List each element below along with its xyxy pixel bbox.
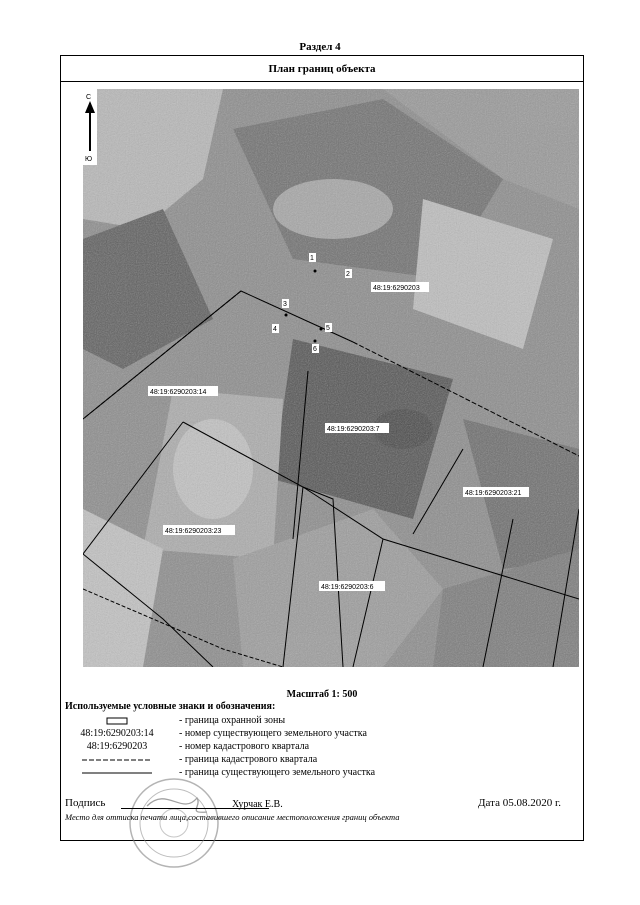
legend-desc: - граница существующего земельного участка — [179, 767, 376, 778]
legend-item-quarter-number — [61, 740, 583, 753]
parcel-label-14: 48:19:6290203:14 — [150, 389, 207, 396]
parcel-label-21: 48:19:6290203:21 — [465, 490, 522, 497]
legend-item-parcel-number — [61, 727, 583, 740]
legend-desc: - номер кадастрового квартала — [179, 741, 310, 752]
point-label-2: 2 — [346, 271, 350, 278]
signature-label: Подпись — [65, 797, 106, 809]
map-scale: Масштаб 1: 500 — [286, 689, 358, 700]
seal-stamp — [127, 776, 221, 870]
signature-date: Дата 05.08.2020 г. — [478, 797, 561, 809]
legend-title: Используемые условные знаки и обозначения: — [65, 701, 276, 712]
compass-north: С — [86, 94, 92, 101]
point-label-6: 6 — [313, 346, 317, 353]
compass-south: Ю — [85, 156, 93, 163]
legend-desc: - номер существующего земельного участка — [179, 728, 367, 739]
parcel-label-7: 48:19:6290203:7 — [327, 426, 380, 433]
section-label: Раздел 4 — [299, 41, 341, 53]
protection-zone-symbol — [61, 714, 173, 727]
parcel-label-23: 48:19:6290203:23 — [165, 528, 222, 535]
aerial-map — [83, 89, 579, 667]
point-label-4: 4 — [273, 326, 277, 333]
legend-item-quarter-boundary — [61, 753, 583, 766]
point-label-3: 3 — [283, 301, 287, 308]
quarter-boundary-symbol — [61, 753, 173, 766]
aerial-grain — [83, 89, 579, 667]
legend-desc: - граница кадастрового квартала — [179, 754, 318, 765]
plan-title: План границ объекта — [61, 56, 583, 82]
legend-symbol: 48:19:6290203:14 — [80, 728, 154, 739]
legend-desc: - граница охранной зоны — [179, 715, 286, 726]
seal-place-note: Место для оттиска печати лица,составившего описание местоположения границ объекта — [65, 812, 400, 822]
legend-symbol: 48:19:6290203 — [86, 741, 148, 752]
point-label-5: 5 — [326, 325, 330, 332]
signature-name: Хурчак Е.В. — [232, 799, 283, 810]
parcel-label-6: 48:19:6290203:6 — [321, 584, 374, 591]
legend-item-protection-zone — [61, 714, 583, 727]
quarter-label: 48:19:6290203 — [373, 285, 420, 292]
document-frame — [60, 55, 584, 841]
point-label-1: 1 — [310, 255, 314, 262]
